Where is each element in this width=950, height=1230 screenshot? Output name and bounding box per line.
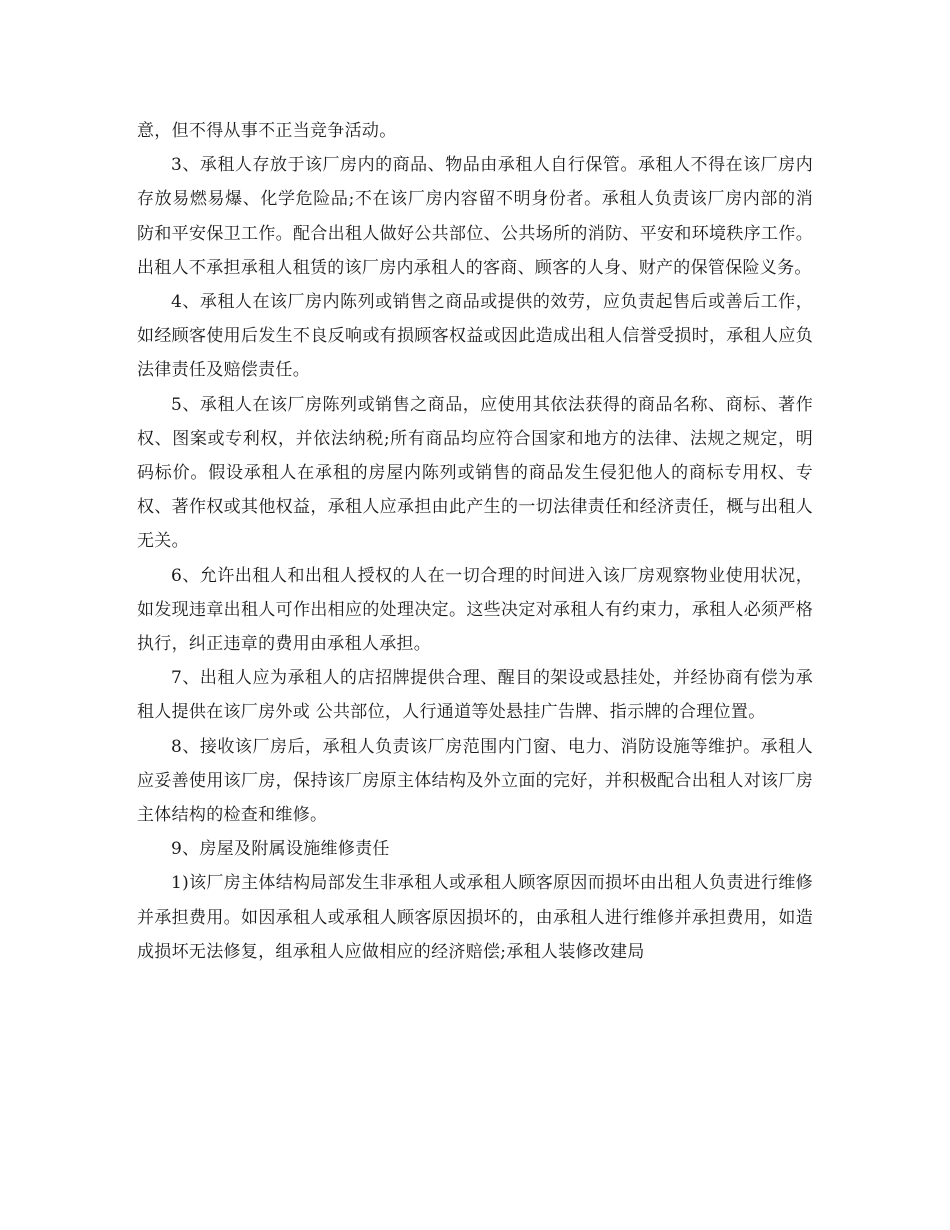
paragraph-clause-9-heading: 9、房屋及附属设施维修责任	[171, 839, 390, 860]
paragraph-clause-3: 3、承租人存放于该厂房内的商品、物品由承租人自行保管。承租人不得在该厂房内存放易燃易爆、化学危险品;不在该厂房内容留不明身份者。承租人负责该厂房内部的消防和平安保卫工作。配合出租人做好公共部位、公共场所的消防、平安和环境秩序工作。出租人不承担承租人租赁的该厂房内承租人的客商、顾客的人身、财产的保管保险义务。	[137, 155, 813, 278]
paragraph-clause-4: 4、承租人在该厂房内陈列或销售之商品或提供的效劳，应负责起售后或善后工作，如经顾客使用后发生不良反响或有损顾客权益或因此造成出租人信誉受损时，承租人应负法律责任及赔偿责任。	[137, 292, 813, 381]
paragraph-clause-5: 5、承租人在该厂房陈列或销售之商品，应使用其依法获得的商品名称、商标、著作权、图案或专利权，并依法纳税;所有商品均应符合国家和地方的法律、法规之规定，明码标价。假设承租人在承租的房屋内陈列或销售的商品发生侵犯他人的商标专用权、专权、著作权或其他权益，承租人应承担由此产生的一切法律责任和经济责任，概与出租人无关。	[137, 394, 813, 552]
paragraph-clause-6: 6、允许出租人和出租人授权的人在一切合理的时间进入该厂房观察物业使用状况，如发现违章出租人可作出相应的处理决定。这些决定对承租人有约束力，承租人必须严格执行，纠正违章的费用由承租人承担。	[137, 565, 813, 655]
document-body	[137, 114, 813, 969]
paragraph-clause-9-1: 1)该厂房主体结构局部发生非承租人或承租人顾客原因而损坏由出租人负责进行维修并承担费用。如因承租人或承租人顾客原因损坏的，由承租人进行维修并承担费用，如造成损坏无法修复，组承租人应做相应的经济赔偿;承租人装修改建局	[137, 873, 813, 962]
paragraph-clause-8: 8、接收该厂房后，承租人负责该厂房范围内门窗、电力、消防设施等维护。承租人应妥善使用该厂房，保持该厂房原主体结构及外立面的完好，并积极配合出租人对该厂房主体结构的检查和维修。	[137, 736, 813, 826]
paragraph-clause-7: 7、出租人应为承租人的店招牌提供合理、醒目的架设或悬挂处，并经协商有偿为承租人提供在该厂房外或 公共部位，人行通道等处悬挂广告牌、指示牌的合理位置。	[137, 668, 813, 723]
paragraph-continuation: 意，但不得从事不正当竞争活动。	[137, 121, 397, 141]
